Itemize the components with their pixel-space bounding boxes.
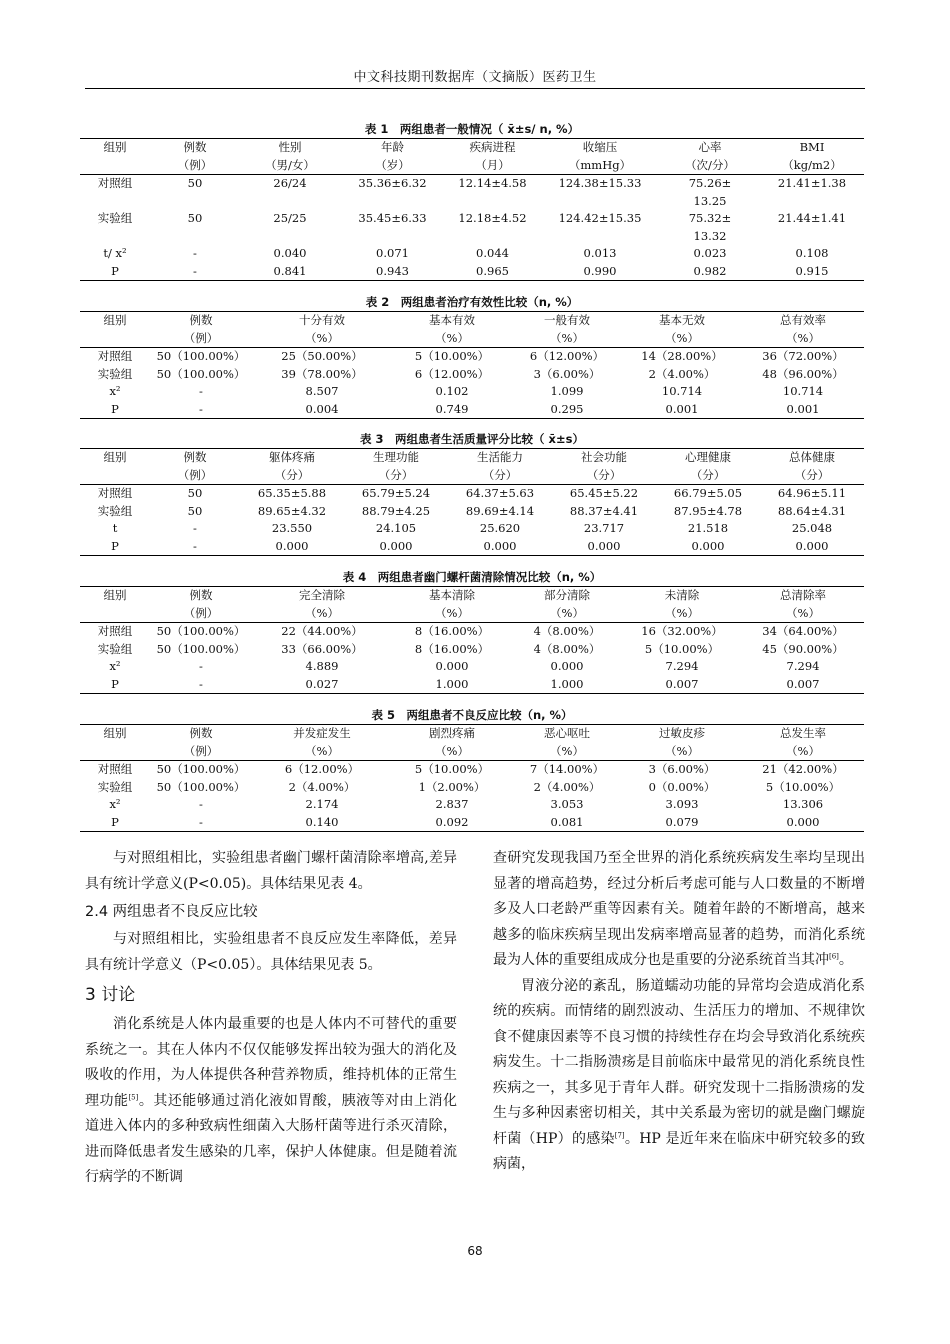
data-table <box>80 724 864 832</box>
table-cell: 0.013 <box>583 246 617 260</box>
table-cell: 0.000 <box>656 538 760 556</box>
table-row <box>80 503 864 521</box>
table-row <box>80 520 864 538</box>
table-caption: 表 5 两组患者不良反应比较（n, %） <box>371 708 573 722</box>
table-cell: 12.14±4.58 <box>458 176 527 190</box>
table-cell: 0.004 <box>252 401 392 419</box>
column-header: 心理健康 （分） <box>656 449 760 485</box>
table-cell: 0.000 <box>240 538 344 556</box>
table-cell: 0.023 <box>693 246 727 260</box>
column-header: 过敏皮疹 （%） <box>622 725 742 761</box>
table-cell: 0.140 <box>252 814 392 832</box>
table-cell: 8（16.00%） <box>414 641 490 656</box>
table-cell: x² <box>109 797 121 811</box>
body-paragraph <box>85 927 457 978</box>
column-header: 躯体疼痛 （分） <box>240 449 344 485</box>
table-cell: 64.37±5.63 <box>465 486 535 500</box>
body-column-right <box>493 846 865 1178</box>
table-caption: 表 2 两组患者治疗有效性比较（n, %） <box>365 295 579 309</box>
table-cell: 0.000 <box>435 659 469 673</box>
table-5 <box>80 706 864 832</box>
table-cell: 25.048 <box>791 521 833 535</box>
column-header: 总体健康 （分） <box>760 449 864 485</box>
table-cell: - <box>199 384 203 398</box>
table-cell: 0.044 <box>476 246 509 260</box>
table-cell: - <box>193 521 197 535</box>
body-column-left <box>85 846 457 1191</box>
table-cell: 6（12.00%） <box>284 762 360 776</box>
table-cell: 对照组 <box>97 176 133 190</box>
citation-ref: [5] <box>128 1092 139 1101</box>
table-cell: 0.001 <box>742 401 864 419</box>
table-caption: 表 3 两组患者生活质量评分比较（ x̄±s） <box>360 432 584 446</box>
table-cell: 22（44.00%） <box>281 624 363 638</box>
paragraph-text: 。HP 是近年来在临床中研究较多的致病菌， <box>493 1130 865 1172</box>
table-cell: 实验组 <box>97 641 133 656</box>
table-cell: 0.027 <box>252 676 392 694</box>
table-row <box>80 485 864 503</box>
table-cell: P <box>80 263 150 281</box>
section-heading: 3 讨论 <box>85 985 136 1005</box>
data-table <box>80 138 864 281</box>
citation-ref: [6] <box>829 952 839 961</box>
table-cell: 对照组 <box>97 762 133 776</box>
table-cell: 50（100.00%） <box>156 349 246 363</box>
table-row <box>80 348 864 366</box>
table-caption: 表 1 两组患者一般情况（ x̄±s/ n, %） <box>364 122 580 136</box>
table-cell: 64.96±5.11 <box>777 486 847 500</box>
table-row <box>80 658 864 676</box>
paragraph-text: 消化系统是人体内最重要的也是人体内不可替代的重要系统之一。其在人体内不仅仅能够发挥出较为强大的消化及吸收的作用，为人体提供各种营养物质，维持机体的正常生理功能 <box>85 1016 457 1109</box>
table-cell: 39（78.00%） <box>281 366 363 381</box>
table-cell: 89.65±4.32 <box>257 503 327 518</box>
table-cell: 65.79±5.24 <box>361 486 431 500</box>
table-cell: 10.714 <box>661 384 703 398</box>
table-cell: P <box>80 814 150 832</box>
table-cell: 65.45±5.22 <box>569 486 639 500</box>
table-cell: t/ x² <box>103 246 127 260</box>
column-header: 组别 <box>80 312 150 348</box>
table-cell: 实验组 <box>97 779 133 794</box>
table-cell: 66.79±5.05 <box>673 486 743 500</box>
table-cell: 3（6.00%） <box>533 366 601 381</box>
table-row <box>80 175 864 211</box>
column-header: 例数 （例） <box>150 725 252 761</box>
table-cell: 3（6.00%） <box>648 762 716 776</box>
paragraph-text: 查研究发现我国乃至全世界的消化系统疾病发生率均呈现出显著的增高趋势，经过分析后考虑可能与人口数量的不断增多及人口老龄严重等因素有关。随着年龄的不断增高，越来越多的临床疾病呈现出发病率增高显著的趋势，而消化系统最为人体的重要组成成分也是重要的分泌系统首当其冲 <box>493 850 865 968</box>
paragraph-text: 。 <box>838 952 853 968</box>
table-cell: 1.099 <box>550 384 584 398</box>
table-cell: 0.990 <box>540 263 660 281</box>
table-cell: t <box>112 521 118 535</box>
table-row <box>80 676 864 694</box>
table-row <box>80 210 864 245</box>
table-cell: 0（0.00%） <box>648 779 716 794</box>
table-cell: 对照组 <box>97 624 133 638</box>
data-table <box>80 586 864 694</box>
table-cell: 0.000 <box>760 538 864 556</box>
table-row <box>80 383 864 401</box>
subsection-heading: 2.4 两组患者不良反应比较 <box>85 904 258 920</box>
column-header: 未清除 （%） <box>622 587 742 623</box>
table-row <box>80 245 864 263</box>
body-paragraph <box>493 974 865 1178</box>
table-cell: 4.889 <box>305 659 339 673</box>
table-cell: x² <box>109 384 121 398</box>
table-cell: - <box>150 401 252 419</box>
table-cell: 50（100.00%） <box>156 779 246 794</box>
column-header: 基本有效 （%） <box>392 312 512 348</box>
table-header-row <box>80 725 864 761</box>
table-cell: 0.915 <box>760 263 864 281</box>
table-cell: 23.717 <box>583 521 625 535</box>
column-header: 组别 <box>80 587 150 623</box>
table-row <box>80 401 864 419</box>
table-row <box>80 796 864 814</box>
table-cell: 5（10.00%） <box>644 641 720 656</box>
table-cell: 2（4.00%） <box>533 779 601 794</box>
column-header: 组别 <box>80 725 150 761</box>
column-header: 例数 （例） <box>150 312 252 348</box>
paragraph-text: 与对照组相比，实验组患者幽门螺杆菌清除率增高,差异具有统计学意义(P<0.05)。具体结果见表 4。 <box>85 850 457 892</box>
table-row <box>80 623 864 641</box>
table-cell: 34（64.00%） <box>762 624 844 638</box>
column-header: 例数 （例） <box>150 139 240 175</box>
column-header: 生理功能 （分） <box>344 449 448 485</box>
page-number: 68 <box>467 1244 483 1258</box>
table-cell: 0.079 <box>622 814 742 832</box>
table-cell: 0.000 <box>344 538 448 556</box>
data-table <box>80 311 864 419</box>
column-header: 部分清除 （%） <box>512 587 622 623</box>
table-cell: 0.000 <box>550 659 584 673</box>
table-cell: 4（8.00%） <box>533 641 601 656</box>
table-cell: 13.306 <box>782 797 824 811</box>
table-cell: 7.294 <box>786 659 820 673</box>
table-cell: 21（42.00%） <box>762 762 844 776</box>
table-cell: 50（100.00%） <box>156 366 246 381</box>
table-cell: 对照组 <box>97 349 133 363</box>
column-header: 例数 （例） <box>150 449 240 485</box>
table-row <box>80 779 864 797</box>
table-cell: 0.040 <box>273 246 307 260</box>
table-cell: 6（12.00%） <box>529 349 605 363</box>
table-cell: - <box>150 263 240 281</box>
table-cell: P <box>80 538 150 556</box>
table-caption: 表 4 两组患者幽门螺杆菌清除情况比较（n, %） <box>342 570 602 584</box>
table-cell: 87.95±4.78 <box>673 503 743 518</box>
table-2 <box>80 293 864 419</box>
table-cell: 0.102 <box>435 384 469 398</box>
table-cell: 3.053 <box>550 797 584 811</box>
body-paragraph <box>493 846 865 974</box>
table-cell: 35.45±6.33 <box>358 211 427 225</box>
table-cell: 0.982 <box>660 263 760 281</box>
table-cell: - <box>150 676 252 694</box>
table-cell: 33（66.00%） <box>281 641 363 656</box>
table-cell: 0.000 <box>552 538 656 556</box>
column-header: 组别 <box>80 449 150 485</box>
table-cell: 2（4.00%） <box>288 779 356 794</box>
column-header: 例数 （例） <box>150 587 252 623</box>
data-table <box>80 448 864 556</box>
column-header: 总有效率 （%） <box>742 312 864 348</box>
table-cell: 23.550 <box>271 521 313 535</box>
table-4 <box>80 568 864 694</box>
column-header: 恶心呕吐 （%） <box>512 725 622 761</box>
body-paragraph <box>85 1012 457 1191</box>
table-cell: 88.64±4.31 <box>777 503 847 518</box>
table-cell: 124.38±15.33 <box>558 176 642 190</box>
header-rule <box>85 88 865 89</box>
table-cell: 75.26± 13.25 <box>688 176 732 208</box>
table-cell: 75.32± 13.32 <box>688 211 732 243</box>
table-cell: 124.42±15.35 <box>558 211 642 225</box>
paragraph-text: 胃液分泌的紊乱，肠道蠕动功能的异常均会造成消化系统的疾病。而情绪的剧烈波动、生活压力的增加、不规律饮食不健康因素等不良习惯的持续性存在均会导致消化系统疾病发生。十二指肠溃疡是目前临床中最常见的消化系统良性疾病之一，其多见于青年人群。研究发现十二指肠溃疡的发生与多种因素密切相关，其中关系最为密切的就是幽门螺旋杆菌（HP）的感染 <box>493 977 865 1147</box>
table-cell: 2（4.00%） <box>648 366 716 381</box>
table-cell: 8.507 <box>305 384 339 398</box>
table-cell: 1.000 <box>512 676 622 694</box>
column-header: 基本清除 （%） <box>392 587 512 623</box>
table-cell: 12.18±4.52 <box>458 211 527 225</box>
column-header: 剧烈疼痛 （%） <box>392 725 512 761</box>
table-cell: 0.943 <box>340 263 445 281</box>
table-cell: 0.007 <box>622 676 742 694</box>
table-cell: 50（100.00%） <box>156 762 246 776</box>
table-cell: 89.69±4.14 <box>465 503 535 518</box>
table-cell: x² <box>109 659 121 673</box>
table-header-row <box>80 587 864 623</box>
column-header: 总发生率 （%） <box>742 725 864 761</box>
column-header: 一般有效 （%） <box>512 312 622 348</box>
table-cell: 对照组 <box>97 486 133 500</box>
table-cell: 25/25 <box>273 211 307 225</box>
column-header: 组别 <box>80 139 150 175</box>
table-cell: P <box>80 401 150 419</box>
table-1 <box>80 120 864 281</box>
column-header: 并发症发生 （%） <box>252 725 392 761</box>
table-cell: 24.105 <box>375 521 417 535</box>
table-row <box>80 641 864 659</box>
table-cell: 0.108 <box>795 246 829 260</box>
table-cell: 21.44±1.41 <box>777 211 847 225</box>
column-header: 心率 （次/分） <box>660 139 760 175</box>
paragraph-text: 与对照组相比，实验组患者不良反应发生率降低，差异具有统计学意义（P<0.05）。具体结果见表 5。 <box>85 931 457 973</box>
citation-ref: [7] <box>614 1130 625 1139</box>
table-cell: - <box>150 538 240 556</box>
table-cell: 实验组 <box>97 366 133 381</box>
table-header-row <box>80 449 864 485</box>
table-row <box>80 814 864 832</box>
table-cell: 0.007 <box>742 676 864 694</box>
table-cell: 3.093 <box>665 797 699 811</box>
table-cell: 48（96.00%） <box>762 366 844 381</box>
table-cell: 45（90.00%） <box>762 641 844 656</box>
table-cell: - <box>193 246 197 260</box>
paragraph-text: 。其还能够通过消化液如胃酸，胰液等对由上消化道进入体内的多种致病性细菌入大肠杆菌等进行杀灭清除，进而降低患者发生感染的几率，保护人体健康。但是随着流行病学的不断调 <box>85 1092 458 1185</box>
table-cell: 50 <box>187 503 203 518</box>
table-cell: 0.295 <box>512 401 622 419</box>
running-header: 中文科技期刊数据库（文摘版）医药卫生 <box>353 70 597 85</box>
table-cell: 25.620 <box>479 521 521 535</box>
table-cell: 4（8.00%） <box>533 624 601 638</box>
table-cell: 2.837 <box>435 797 469 811</box>
table-cell: 实验组 <box>97 503 133 518</box>
table-cell: 7.294 <box>665 659 699 673</box>
table-cell: 50 <box>187 176 203 190</box>
table-cell: 0.000 <box>448 538 552 556</box>
table-cell: 50（100.00%） <box>156 624 246 638</box>
table-cell: 0.081 <box>512 814 622 832</box>
table-cell: 5（10.00%） <box>414 349 490 363</box>
column-header: 性别 （男/女） <box>240 139 340 175</box>
table-cell: 50 <box>187 486 203 500</box>
body-paragraph <box>85 846 457 897</box>
table-cell: 25（50.00%） <box>281 349 363 363</box>
table-cell: 50 <box>187 211 203 225</box>
table-row <box>80 761 864 779</box>
column-header: 社会功能 （分） <box>552 449 656 485</box>
table-cell: 0.749 <box>392 401 512 419</box>
column-header: 总清除率 （%） <box>742 587 864 623</box>
table-cell: 21.518 <box>687 521 729 535</box>
table-row <box>80 263 864 281</box>
table-cell: 0.092 <box>392 814 512 832</box>
column-header: 年龄 （岁） <box>340 139 445 175</box>
table-cell: 88.37±4.41 <box>569 503 639 518</box>
table-cell: P <box>80 676 150 694</box>
table-cell: 16（32.00%） <box>641 624 723 638</box>
table-cell: 26/24 <box>273 176 307 190</box>
table-cell: - <box>199 659 203 673</box>
table-cell: 10.714 <box>782 384 824 398</box>
column-header: 生活能力 （分） <box>448 449 552 485</box>
column-header: 收缩压 （mmHg） <box>540 139 660 175</box>
table-cell: 5（10.00%） <box>414 762 490 776</box>
table-cell: 0.841 <box>240 263 340 281</box>
table-header-row <box>80 312 864 348</box>
column-header: 疾病进程 （月） <box>445 139 540 175</box>
table-cell: 14（28.00%） <box>641 349 723 363</box>
table-cell: 36（72.00%） <box>762 349 844 363</box>
table-cell: 21.41±1.38 <box>777 176 847 190</box>
table-cell: 50（100.00%） <box>156 641 246 656</box>
table-3 <box>80 430 864 556</box>
table-cell: 7（14.00%） <box>529 762 605 776</box>
table-cell: 实验组 <box>97 211 133 225</box>
table-cell: - <box>199 797 203 811</box>
table-cell: 88.79±4.25 <box>361 503 431 518</box>
table-cell: 8（16.00%） <box>414 624 490 638</box>
table-cell: 0.001 <box>622 401 742 419</box>
table-cell: 1（2.00%） <box>418 779 486 794</box>
table-cell: 35.36±6.32 <box>358 176 427 190</box>
table-cell: 5（10.00%） <box>765 779 841 794</box>
column-header: 完全清除 （%） <box>252 587 392 623</box>
table-cell: 1.000 <box>392 676 512 694</box>
table-cell: 0.965 <box>445 263 540 281</box>
table-cell: 6（12.00%） <box>414 366 490 381</box>
table-header-row <box>80 139 864 175</box>
table-cell: - <box>150 814 252 832</box>
table-cell: 2.174 <box>305 797 339 811</box>
table-row <box>80 366 864 384</box>
column-header: BMI （kg/m2） <box>760 139 864 175</box>
column-header: 基本无效 （%） <box>622 312 742 348</box>
table-cell: 0.071 <box>376 246 409 260</box>
column-header: 十分有效 （%） <box>252 312 392 348</box>
table-row <box>80 538 864 556</box>
table-cell: 0.000 <box>742 814 864 832</box>
table-cell: 65.35±5.88 <box>257 486 327 500</box>
